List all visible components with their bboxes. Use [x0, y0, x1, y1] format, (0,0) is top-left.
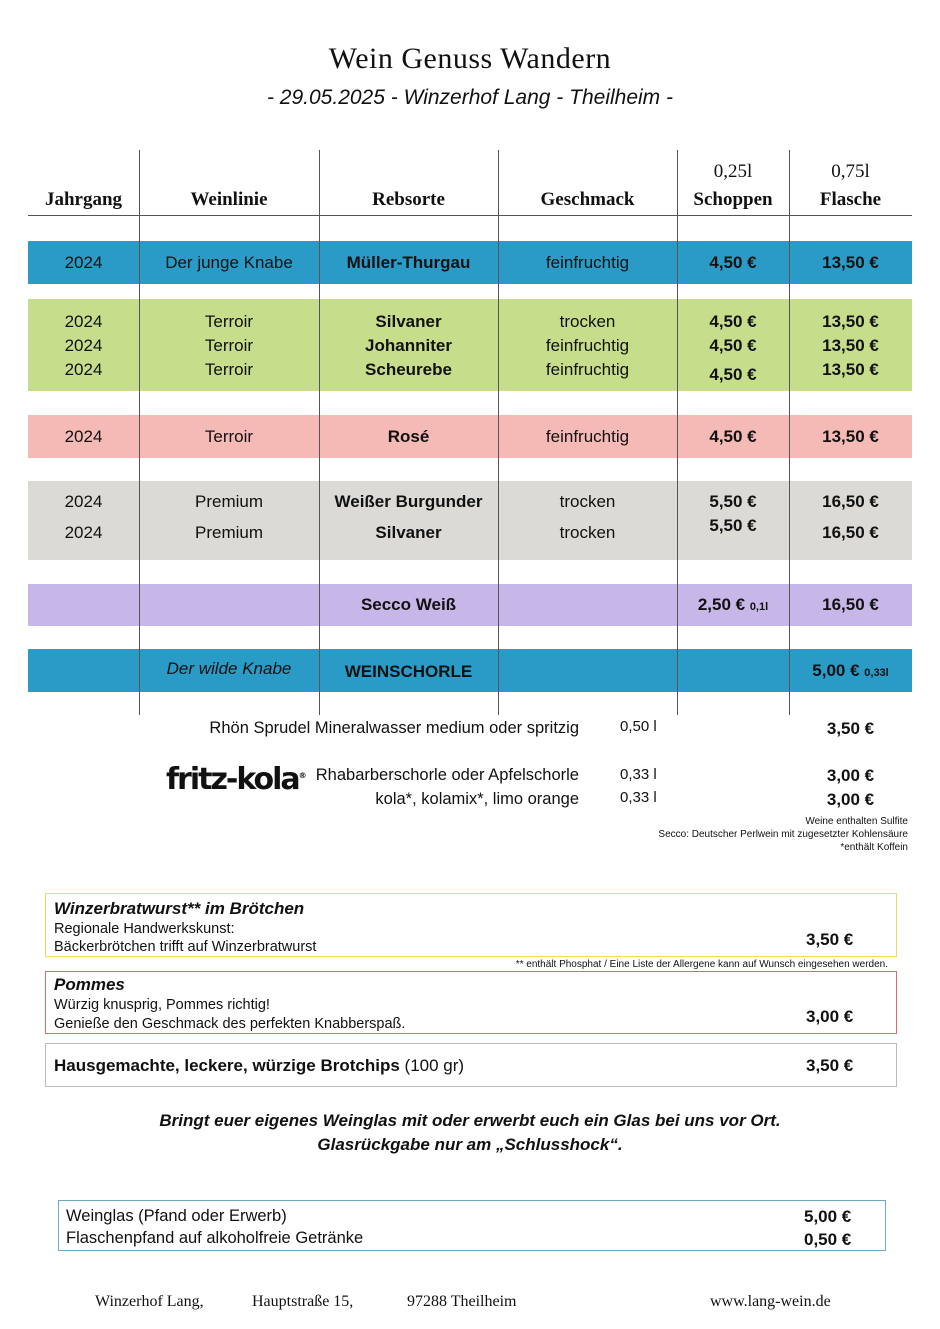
food-box-brotchips — [45, 1043, 897, 1087]
cell-flasche-price: 13,50 € — [822, 336, 879, 355]
food-box-bratwurst — [45, 893, 897, 957]
cell-flasche-price: 13,50 € — [822, 253, 879, 272]
cell-jahrgang: 2024 — [64, 492, 103, 511]
food-allergen-note: ** enthält Phosphat / Eine Liste der Allergene kann auf Wunsch eingesehen werden. — [515, 959, 888, 970]
cell-flasche-price: 16,50 € — [822, 523, 879, 542]
cell-flasche-price: 13,50 € — [822, 427, 879, 446]
header-geschmack: Geschmack — [540, 189, 635, 210]
cell-rebsorte: Secco Weiß — [360, 595, 457, 614]
cell-geschmack: trocken — [559, 523, 616, 542]
cell-rebsorte: Weißer Burgunder — [334, 492, 483, 511]
cell-weinlinie: Terroir — [204, 312, 254, 331]
cell-flasche-price: 16,50 € — [822, 595, 879, 614]
food-title: Hausgemachte, leckere, würzige Brotchips — [54, 1056, 400, 1075]
food-price: 3,50 € — [806, 930, 854, 949]
cell-rebsorte: Johanniter — [365, 336, 452, 355]
cell-schoppen-price: 4,50 € — [709, 253, 757, 272]
footer-street: Hauptstraße 15, — [252, 1293, 354, 1310]
cell-weinlinie: Terroir — [204, 336, 254, 355]
cell-jahrgang: 2024 — [64, 312, 103, 331]
glass-notice-line2: Glasrückgabe nur am „Schlusshock“. — [317, 1135, 623, 1154]
fritz-kola-logo-text: fritz-kola — [166, 762, 299, 797]
cell-schoppen-price: 4,50 € — [709, 336, 757, 355]
header-weinlinie: Weinlinie — [190, 189, 268, 210]
cell-schoppen-price — [677, 595, 789, 615]
cell-schoppen-price: 5,50 € — [709, 492, 757, 511]
cell-jahrgang: 2024 — [64, 360, 103, 379]
note-sulfite: Weine enthalten Sulfite — [805, 816, 908, 827]
footer-website[interactable]: www.lang-wein.de — [710, 1293, 831, 1310]
deposit-label: Flaschenpfand auf alkoholfreie Getränke — [66, 1229, 364, 1247]
cell-weinlinie: Der wilde Knabe — [166, 659, 292, 678]
cell-schoppen-price: 4,50 € — [709, 312, 757, 331]
secco-schoppen-price: 2,50 € — [697, 595, 746, 614]
deposit-box — [58, 1200, 886, 1251]
deposit-price: 5,00 € — [804, 1207, 852, 1226]
cell-rebsorte: Müller-Thurgau — [346, 253, 471, 272]
food-title: Winzerbratwurst** im Brötchen — [54, 899, 305, 918]
footer-name: Winzerhof Lang, — [95, 1293, 204, 1310]
cell-geschmack: feinfruchtig — [545, 360, 630, 379]
cell-schoppen-price: 4,50 € — [709, 427, 757, 446]
drink-price: 3,00 € — [826, 766, 875, 785]
cell-flasche-price: 13,50 € — [822, 360, 879, 379]
cell-schoppen-price: 4,50 € — [709, 365, 757, 384]
cell-flasche-price: 13,50 € — [822, 312, 879, 331]
header-divider — [28, 215, 912, 216]
header-rebsorte: Rebsorte — [372, 189, 445, 210]
drink-name: Rhabarberschorle oder Apfelschorle — [315, 766, 579, 784]
drink-volume: 0,50 l — [620, 718, 657, 735]
header-schoppen: Schoppen — [693, 189, 773, 210]
deposit-label: Weinglas (Pfand oder Erwerb) — [66, 1207, 287, 1225]
cell-weinlinie: Terroir — [204, 360, 254, 379]
cell-weinlinie: Terroir — [204, 427, 254, 446]
cell-jahrgang: 2024 — [64, 253, 103, 272]
drink-name: kola*, kolamix*, limo orange — [375, 790, 579, 808]
food-box-pommes — [45, 971, 897, 1034]
food-price: 3,00 € — [806, 1007, 854, 1026]
cell-rebsorte: Silvaner — [375, 312, 442, 331]
secco-schoppen-unit: 0,1l — [749, 601, 769, 613]
cell-geschmack: trocken — [559, 312, 616, 331]
header-schoppen-volume: 0,25l — [713, 161, 753, 182]
drink-volume: 0,33 l — [620, 766, 657, 783]
page-title: Wein Genuss Wandern — [328, 42, 612, 75]
drink-name: Rhön Sprudel Mineralwasser medium oder spritzig — [209, 719, 579, 737]
glass-notice-line1: Bringt euer eigenes Weinglas mit oder erwerbt euch ein Glas bei uns vor Ort. — [159, 1111, 781, 1130]
food-title-line — [54, 1056, 464, 1076]
cell-geschmack: feinfruchtig — [545, 253, 630, 272]
cell-weinlinie: Premium — [194, 523, 263, 542]
cell-jahrgang: 2024 — [64, 427, 103, 446]
food-price: 3,50 € — [806, 1056, 854, 1075]
cell-rebsorte: Rosé — [387, 427, 430, 446]
note-koffein: *enthält Koffein — [840, 842, 908, 853]
cell-weinlinie: Der junge Knabe — [165, 253, 293, 272]
food-line: Genieße den Geschmack des perfekten Knabberspaß. — [54, 1016, 406, 1032]
food-suffix: (100 gr) — [404, 1056, 465, 1075]
cell-rebsorte: Silvaner — [375, 523, 442, 542]
header-flasche: Flasche — [819, 189, 882, 210]
food-line: Bäckerbrötchen trifft auf Winzerbratwurst — [54, 939, 317, 955]
cell-jahrgang: 2024 — [64, 523, 103, 542]
weinschorle-price: 5,00 € — [812, 661, 860, 680]
deposit-price: 0,50 € — [804, 1230, 852, 1249]
footer-city: 97288 Theilheim — [407, 1293, 517, 1310]
cell-schoppen-price: 5,50 € — [709, 516, 757, 535]
drink-price: 3,50 € — [826, 719, 875, 738]
food-title: Pommes — [54, 975, 125, 994]
cell-weinlinie: Premium — [194, 492, 263, 511]
cell-geschmack: feinfruchtig — [545, 427, 630, 446]
food-line: Würzig knusprig, Pommes richtig! — [54, 997, 270, 1013]
cell-geschmack: feinfruchtig — [545, 336, 630, 355]
header-jahrgang: Jahrgang — [44, 189, 123, 210]
cell-rebsorte: WEINSCHORLE — [344, 662, 473, 681]
fritz-kola-logo — [166, 762, 307, 797]
cell-flasche-price: 16,50 € — [822, 492, 879, 511]
food-line: Regionale Handwerkskunst: — [54, 921, 235, 937]
cell-rebsorte: Scheurebe — [365, 360, 452, 379]
registered-mark: ® — [298, 771, 307, 780]
page-subtitle: - 29.05.2025 - Winzerhof Lang - Theilheim - — [266, 86, 673, 109]
cell-jahrgang: 2024 — [64, 336, 103, 355]
cell-geschmack: trocken — [559, 492, 616, 511]
drink-volume: 0,33 l — [620, 789, 657, 806]
header-flasche-volume: 0,75l — [831, 161, 870, 182]
cell-flasche-price — [789, 661, 912, 681]
drink-price: 3,00 € — [826, 790, 875, 809]
weinschorle-unit: 0,33l — [864, 667, 889, 679]
note-secco: Secco: Deutscher Perlwein mit zugesetzter Kohlensäure — [658, 829, 908, 840]
